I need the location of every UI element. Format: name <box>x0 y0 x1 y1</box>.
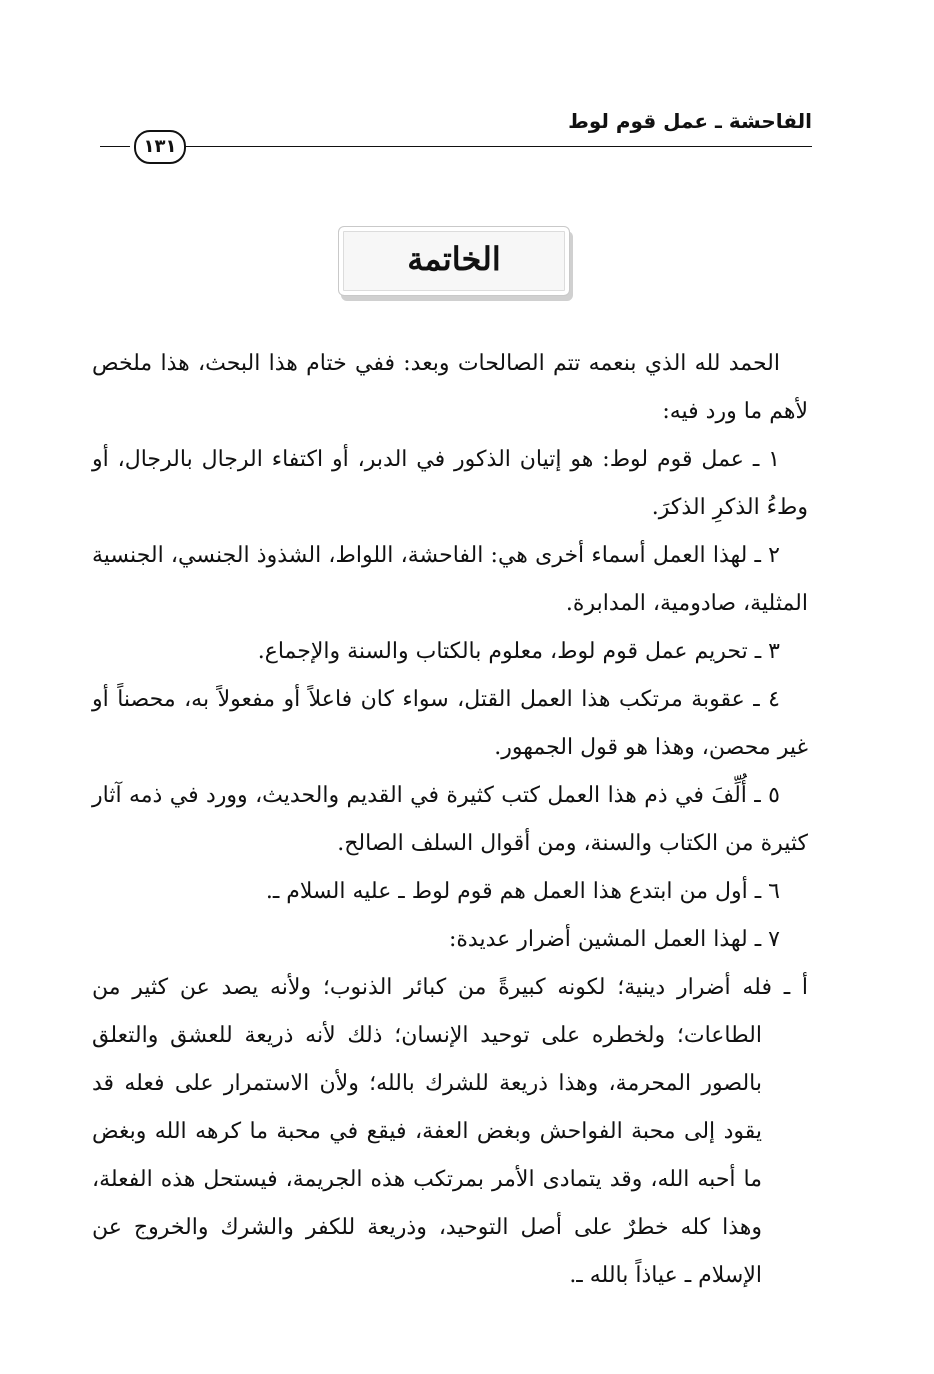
page-body <box>92 340 808 1300</box>
header-rule <box>186 146 812 147</box>
summary-item: ٦ ـ أول من ابتدع هذا العمل هم قوم لوط ـ عليه السلام ـ. <box>265 879 780 904</box>
header-rule-left <box>100 146 130 147</box>
summary-item: ٧ ـ لهذا العمل المشين أضرار عديدة: <box>448 927 780 952</box>
chapter-title: الخاتمة <box>407 240 501 278</box>
sub-item-religious-harms: أ ـ فله أضرار دينية؛ لكونه كبيرةً من كبائر الذنوب؛ ولأنه يصد عن كثير من الطاعات؛ ولخطره على توحيد الإنسان؛ ذلك لأنه ذريعة للعشق والتعلق بالصور المحرمة، وهذا ذريعة للشرك بالله؛ ولأن الاستمرار على فعله قد يقود إلى محبة الفواحش وبغض العفة، فيقع في محبة ما كرهه الله وبغض ما أحبه الله، وقد يتمادى الأمر بمرتكب هذه الجريمة، فيستحل هذه الفعلة، وهذا كله خطرٌ على أصل التوحيد، وذريعة للكفر والشرك والخروج عن الإسلام ـ عياذاً بالله ـ. <box>92 975 808 1288</box>
summary-item: ٣ ـ تحريم عمل قوم لوط، معلوم بالكتاب والسنة والإجماع. <box>257 639 780 664</box>
summary-item: ٤ ـ عقوبة مرتكب هذا العمل القتل، سواء كان فاعلاً أو مفعولاً به، محصناً أو غير محصن، وهذا هو قول الجمهور. <box>92 687 808 760</box>
page-number-badge: ١٣١ <box>134 130 186 164</box>
chapter-title-frame <box>338 226 570 296</box>
summary-item: ٥ ـ أُلِّفَ في ذم هذا العمل كتب كثيرة في القديم والحديث، وورد في ذمه آثار كثيرة من الكتاب والسنة، ومن أقوال السلف الصالح. <box>92 783 808 856</box>
running-title: الفاحشة ـ عمل قوم لوط <box>568 109 812 133</box>
summary-item: ١ ـ عمل قوم لوط: هو إتيان الذكور في الدبر، أو اكتفاء الرجال بالرجال، أو وطءُ الذكرِ الذكرَ. <box>92 447 808 520</box>
page-header <box>100 108 812 156</box>
summary-item: ٢ ـ لهذا العمل أسماء أخرى هي: الفاحشة، اللواط، الشذوذ الجنسي، الجنسية المثلية، صادومية، المدابرة. <box>92 543 808 616</box>
intro-paragraph: الحمد لله الذي بنعمه تتم الصالحات وبعد: ففي ختام هذا البحث، هذا ملخص لأهم ما ورد فيه: <box>92 351 808 424</box>
